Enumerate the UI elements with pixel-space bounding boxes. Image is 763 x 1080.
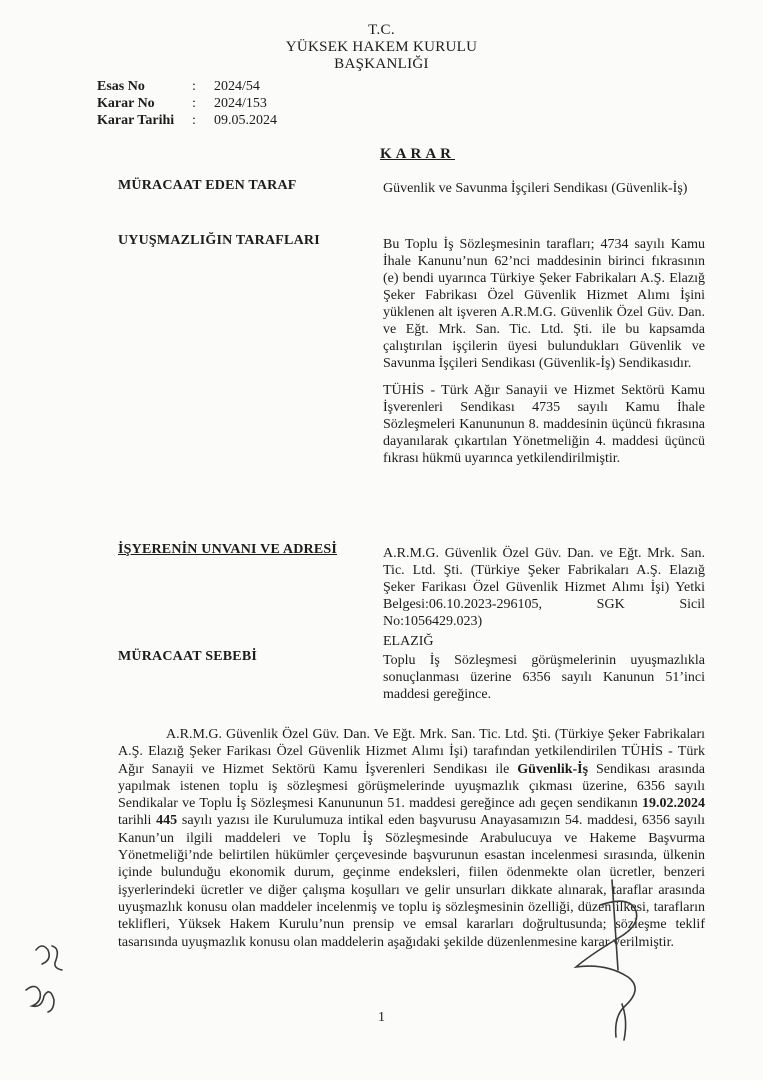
document-title: KARAR <box>380 146 455 162</box>
body-text-4: sayılı yazısı ile Kurulumuza intikal eden başvurusu Anayasamızın 54. maddesi, 6356 sayılı Kanun’un ilgili maddeleri ve Toplu İş Sözleşmesinde Arabulucuya ve Hakeme Başvurma Yönetmeliği’nde belirtilen hükümler çerçevesinde başvurunun esastan incelenmesi sırasında, ülkenin içinde bulunduğu ekonomik durum, geçinme endeksleri, fiilen ödenmekte olan ücretler, benzeri işyerlerindeki ücretler ve diğer çalışma koşulları ve gelir unsurları dikkate alınarak, taraflar arasında uyuşmazlık konusu olan maddeler incelenmiş ve toplu iş sözleşmesinin özelliği, düzen ilkesi, tarafların teklifleri, Yüksek Hakem Kurulu’nun prensip ve emsal kararları doğrultusunda; sözleşme teklif tasarısında uyuşmazlık konusu olan maddelerin aşağıdaki şekilde düzenlenmesine karar verilmiştir. <box>118 813 705 950</box>
sebep-text: Toplu İş Sözleşmesi görüşmelerinin uyuşmazlıkla sonuçlanması üzerine 6356 sayılı Kanunun 51’inci maddesi gereğince. <box>383 653 705 702</box>
muracaat-eden-text: Güvenlik ve Savunma İşçileri Sendikası (Güvenlik-İş) <box>383 181 688 196</box>
karar-no-value: 2024/153 <box>214 96 267 111</box>
isveren-city: ELAZIĞ <box>383 634 434 649</box>
karar-tarihi-value: 09.05.2024 <box>214 113 277 128</box>
body-bold-date: 19.02.2024 <box>642 796 706 812</box>
isveren-text: A.R.M.G. Güvenlik Özel Güv. Dan. ve Eğt. Mrk. San. Tic. Ltd. Şti. (Türkiye Şeker Fabrikaları A.Ş. Elazığ Şeker Farikası Özel Güvenlik Hizmet Alımı İşi) Yetki Belgesi:06.10.2023-296105, SGK Sicil No:1056429.023) <box>383 546 705 629</box>
body-text-2: Sendikası arasında yapılmak istenen toplu iş sözleşmesi görüşmelerinde uyuşmazlık çıkması üzerine, 6356 sayılı Sendikalar ve Toplu İş Sözleşmesi Kanununun 51. maddesi gereğince adı geçen sendikanın <box>118 761 705 812</box>
case-info-row: Esas No : 2024/54 <box>97 79 260 94</box>
sebep-label: MÜRACAAT SEBEBİ <box>118 649 258 664</box>
header-presidency: BAŞKANLIĞI <box>334 56 429 72</box>
case-info-row: Karar No : 2024/153 <box>97 96 267 111</box>
isveren-label: İŞYERENİN UNVANI VE ADRESİ <box>118 542 338 557</box>
muracaat-eden-label: MÜRACAAT EDEN TARAF <box>118 178 297 193</box>
header-tc: T.C. <box>368 22 395 38</box>
karar-tarihi-label: Karar Tarihi <box>97 113 175 128</box>
body-text-3: tarihli <box>118 813 152 829</box>
margin-signature-mark <box>26 986 54 1012</box>
esas-no-label: Esas No <box>97 79 145 94</box>
body-bold-number: 445 <box>156 813 178 829</box>
case-info-row: Karar Tarihi : 09.05.2024 <box>97 113 277 128</box>
case-info <box>97 78 277 129</box>
taraflar-label: UYUŞMAZLIĞIN TARAFLARI <box>118 233 320 248</box>
karar-no-label: Karar No <box>97 96 155 111</box>
decision-paragraph <box>118 726 705 951</box>
page-number: 1 <box>378 1010 385 1025</box>
margin-initial-mark <box>36 946 62 970</box>
body-text-1: A.R.M.G. Güvenlik Özel Güv. Dan. Ve Eğt. Mrk. San. Tic. Ltd. Şti. (Türkiye Şeker Fabrikaları A.Ş. Elazığ Şeker Farikası Özel Güvenlik Hizmet Alımı İşi) tarafından yetkilendirilen TÜHİS - Türk Ağır Sanayii ve Hizmet Sektörü Kamu İşverenleri Sendikası ile <box>118 727 705 777</box>
body-bold-union: Güvenlik-İş <box>517 761 589 777</box>
header-institution: YÜKSEK HAKEM KURULU <box>285 39 478 55</box>
taraflar-text-1: Bu Toplu İş Sözleşmesinin tarafları; 4734 sayılı Kamu İhale Kanunu’nun 62’nci maddesinin birinci fıkrasının (e) bendi uyarınca Türkiye Şeker Fabrikaları A.Ş. Elazığ Şeker Fabrikası Özel Güvenlik Hizmet Alımı İşini yüklenen alt işveren A.R.M.G. Güvenlik Özel Güv. Dan. ve Eğt. Mrk. San. Tic. Ltd. Şti. ile bu kapsamda çalıştırılan işçilerin üyesi bulundukları Güvenlik ve Savunma İşçileri Sendikası (Güvenlik-İş) Sendikasıdır. <box>383 237 705 371</box>
taraflar-text-2: TÜHİS - Türk Ağır Sanayii ve Hizmet Sektörü Kamu İşverenleri Sendikası 4735 sayılı Kamu İhale Sözleşmeleri Kanununun 8. maddesinin üçüncü fıkrasına dayanılarak çıkartılan Yönetmeliğin 4. maddesi üçüncü fıkrası hükmü uyarınca yetkilendirilmiştir. <box>383 383 705 466</box>
esas-no-value: 2024/54 <box>214 79 260 94</box>
